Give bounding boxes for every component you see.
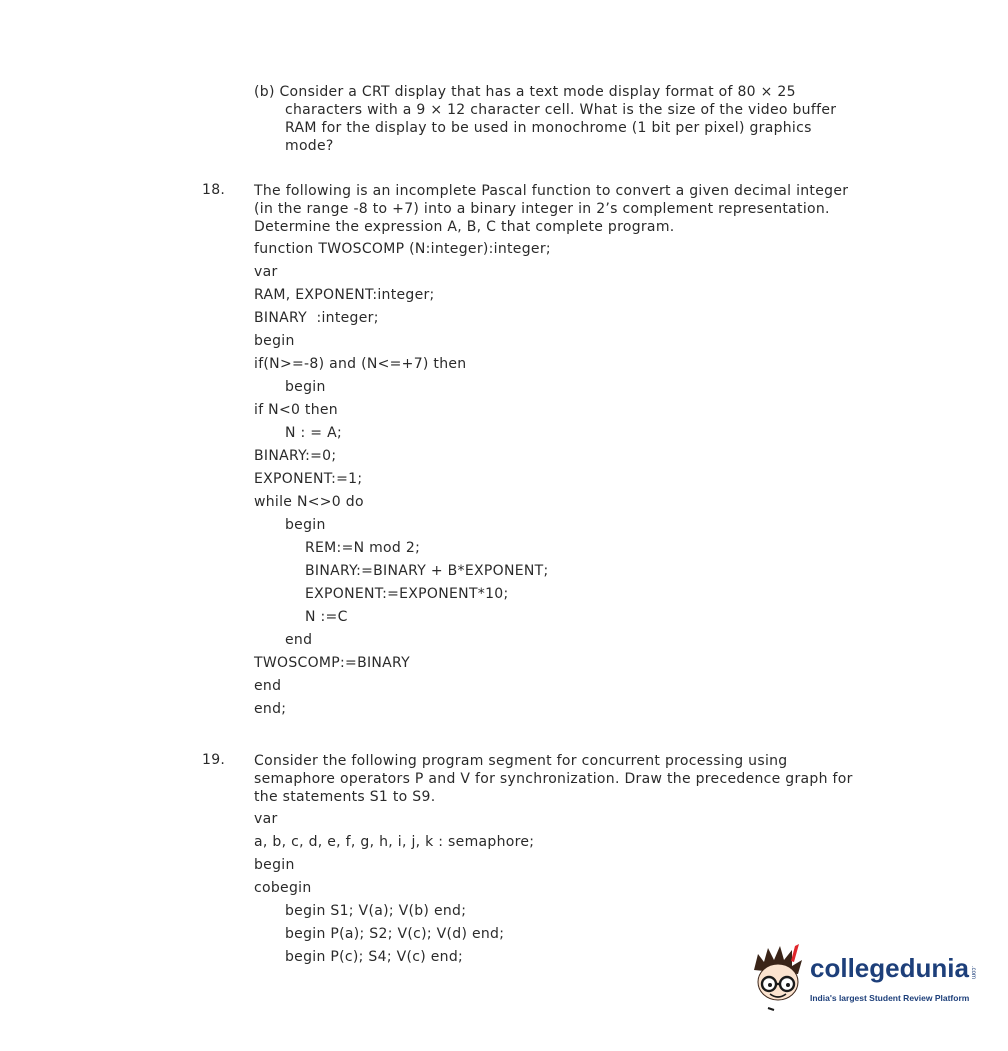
question-number-18: 18. (202, 182, 226, 198)
code-block-19 (254, 808, 534, 969)
code-line: EXPONENT:=1; (254, 471, 363, 487)
code-line: BINARY:=0; (254, 448, 337, 464)
code-line: begin S1; V(a); V(b) end; (285, 903, 467, 919)
code-line: function TWOSCOMP (N:integer):integer; (254, 241, 551, 257)
code-line: begin (285, 517, 326, 533)
question-text-line: mode? (285, 138, 334, 154)
code-line: RAM, EXPONENT:integer; (254, 287, 435, 303)
logo-tagline: India's largest Student Review Platform (810, 993, 970, 1003)
code-line: if(N>=-8) and (N<=+7) then (254, 356, 467, 372)
question-text-line: semaphore operators P and V for synchronization. Draw the precedence graph for (254, 771, 853, 787)
question-text-line: characters with a 9 × 12 character cell. What is the size of the video buffer (285, 102, 837, 118)
question-text-line: RAM for the display to be used in monochrome (1 bit per pixel) graphics (285, 120, 812, 136)
question-text-line: The following is an incomplete Pascal function to convert a given decimal integer (254, 183, 849, 199)
question-text-line: (in the range -8 to +7) into a binary integer in 2’s complement representation. (254, 201, 830, 217)
code-line: begin P(c); S4; V(c) end; (285, 949, 464, 965)
code-line: var (254, 811, 278, 827)
code-line: cobegin (254, 880, 312, 896)
code-line: a, b, c, d, e, f, g, h, i, j, k : semaphore; (254, 834, 535, 850)
code-line: BINARY :integer; (254, 310, 379, 326)
code-line: N : = A; (285, 425, 342, 441)
question-19-text (254, 752, 853, 806)
code-line: if N<0 then (254, 402, 338, 418)
code-line: end (254, 678, 282, 694)
code-line: begin (285, 379, 326, 395)
code-line: begin (254, 857, 295, 873)
question-text-line: Determine the expression A, B, C that complete program. (254, 219, 675, 235)
code-line: begin P(a); S2; V(c); V(d) end; (285, 926, 505, 942)
mascot-icon (748, 940, 810, 1020)
logo-suffix: .com (970, 966, 976, 980)
code-line: BINARY:=BINARY + B*EXPONENT; (305, 563, 549, 579)
code-line: TWOSCOMP:=BINARY (254, 655, 411, 671)
code-line: EXPONENT:=EXPONENT*10; (305, 586, 509, 602)
question-text-line: the statements S1 to S9. (254, 789, 436, 805)
code-line: while N<>0 do (254, 494, 364, 510)
question-18-text (254, 182, 848, 236)
collegedunia-logo (748, 940, 978, 1020)
question-17b (254, 83, 836, 155)
code-line: var (254, 264, 278, 280)
code-line: end (285, 632, 313, 648)
logo-wordmark: collegedunia (810, 953, 969, 983)
question-text-line: Consider the following program segment for concurrent processing using (254, 753, 788, 769)
code-line: N :=C (305, 609, 348, 625)
question-text-line: (b) Consider a CRT display that has a text mode display format of 80 × 25 (254, 84, 796, 100)
code-line: begin (254, 333, 295, 349)
code-line: end; (254, 701, 287, 717)
code-block-18 (254, 238, 551, 721)
code-line: REM:=N mod 2; (305, 540, 421, 556)
question-number-19: 19. (202, 752, 226, 768)
